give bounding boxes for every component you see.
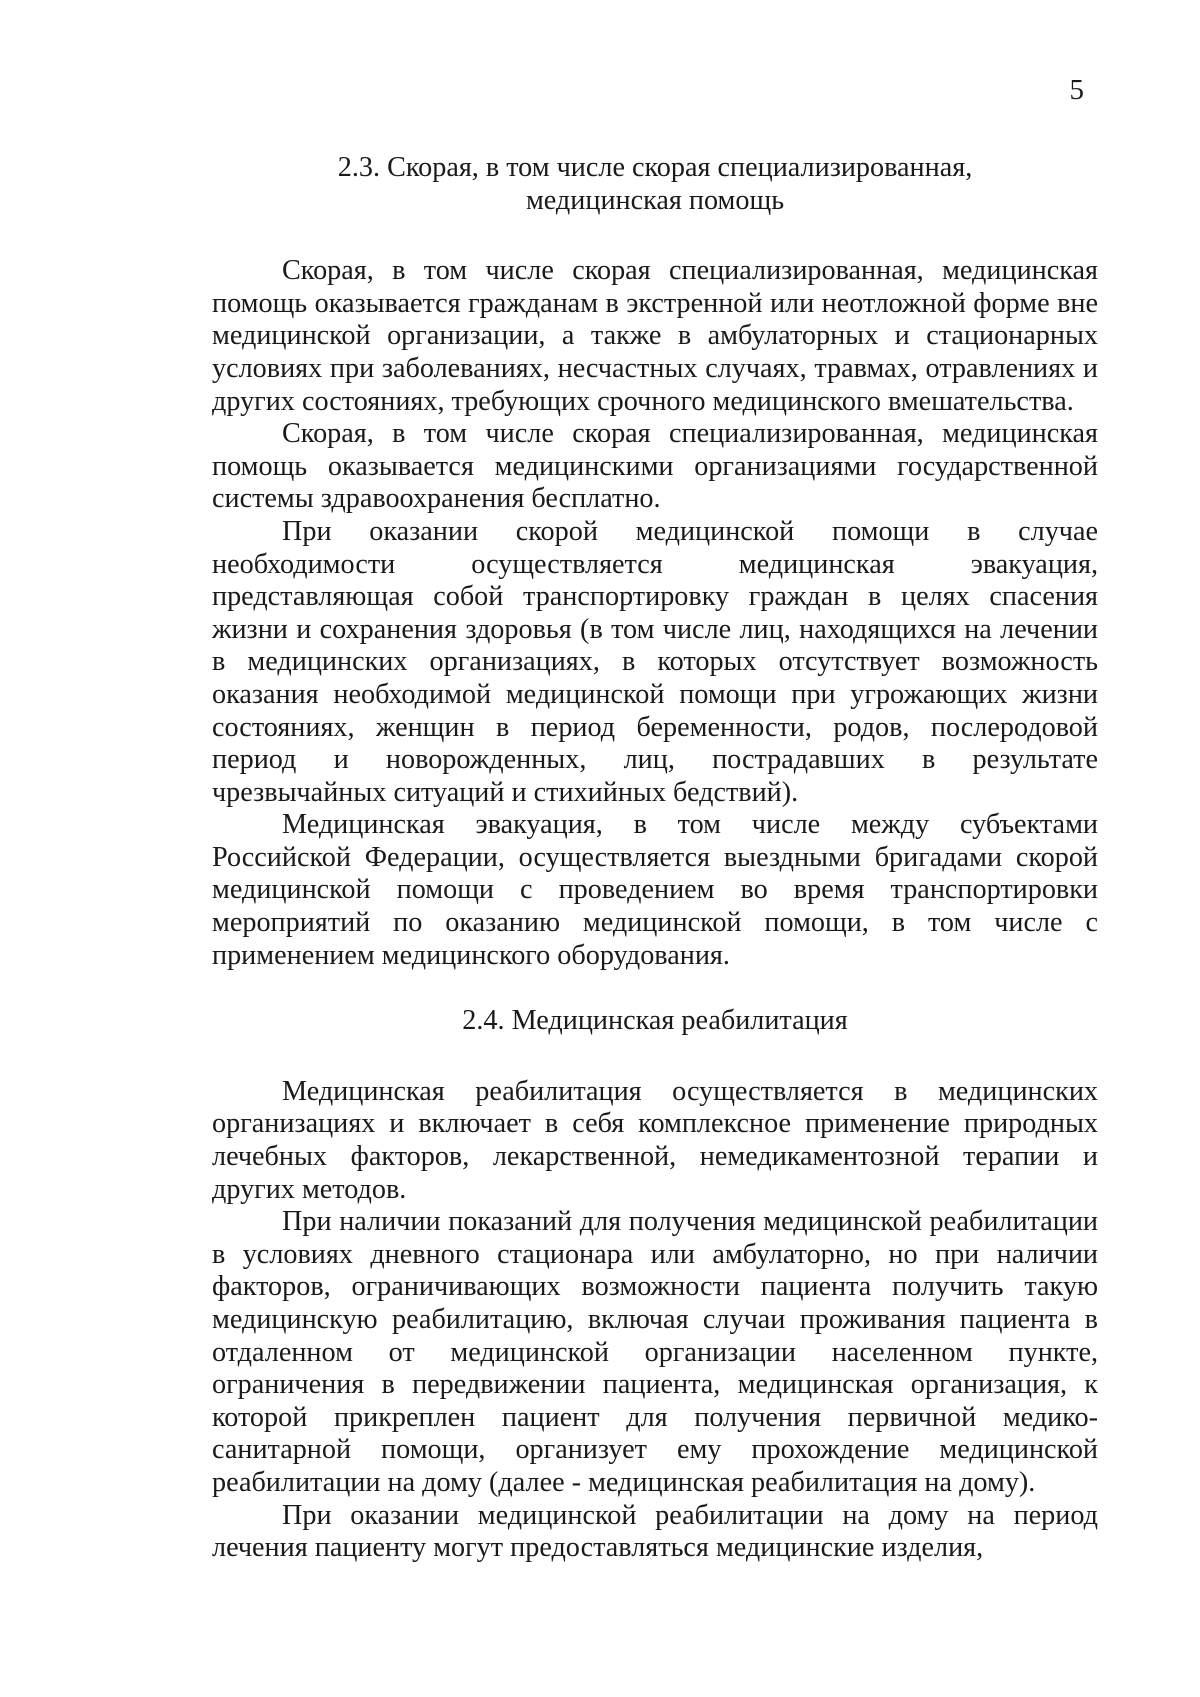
section-heading-2-3 (212, 152, 1098, 217)
paragraph-2-3-1: Скорая, в том числе скорая специализированная, медицинская помощь оказывается гражданам в экстренной или неотложной форме вне медицинской организации, а также в амбулаторных и стационарных условиях при заболеваниях, несчастных случаях, травмах, отравлениях и других состояниях, требующих срочного медицинского вмешательства. (212, 255, 1098, 417)
section-heading-2-3-line-1: 2.3. Скорая, в том числе скорая специализированная, (337, 152, 973, 183)
section-heading-2-4: 2.4. Медицинская реабилитация (462, 1005, 848, 1037)
section-heading-2-3-line-2: медицинская помощь (525, 184, 785, 216)
paragraph-2-3-4: Медицинская эвакуация, в том числе между субъектами Российской Федерации, осуществляется выездными бригадами скорой медицинской помощи с проведением во время транспортировки мероприятий по оказанию медицинской помощи, в том числе с применением медицинского оборудования. (212, 809, 1098, 971)
paragraph-2-4-1: Медицинская реабилитация осуществляется в медицинских организациях и включает в себя комплексное применение природных лечебных факторов, лекарственной, немедикаментозной терапии и других методов. (212, 1075, 1098, 1205)
paragraph-2-3-3: При оказании скорой медицинской помощи в случае необходимости осуществляется медицинская эвакуация, представляющая собой транспортировку граждан в целях спасения жизни и сохранения здоровья (в том числе лиц, находящихся на лечении в медицинских организациях, в которых отсутствует возможность оказания необходимой медицинской помощи при угрожающих жизни состояниях, женщин в период беременности, родов, послеродовой период и новорожденных, лиц, пострадавших в результате чрезвычайных ситуаций и стихийных бедствий). (212, 515, 1098, 808)
paragraph-2-4-2: При наличии показаний для получения медицинской реабилитации в условиях дневного стационара или амбулаторно, но при наличии факторов, ограничивающих возможности пациента получить такую медицинскую реабилитацию, включая случаи проживания пациента в отдаленном от медицинской организации населенном пункте, ограничения в передвижении пациента, медицинская организация, к которой прикреплен пациент для получения первичной медико-санитарной помощи, организует ему прохождение медицинской реабилитации на дому (далее - медицинская реабилитация на дому). (212, 1206, 1098, 1498)
page-content (212, 152, 1098, 1565)
paragraph-2-4-3: При оказании медицинской реабилитации на дому на период лечения пациенту могут предоставляться медицинские изделия, (212, 1499, 1098, 1564)
page-number: 5 (1069, 74, 1084, 106)
paragraph-2-3-2: Скорая, в том числе скорая специализированная, медицинская помощь оказывается медицинскими организациями государственной системы здравоохранения бесплатно. (212, 418, 1098, 515)
